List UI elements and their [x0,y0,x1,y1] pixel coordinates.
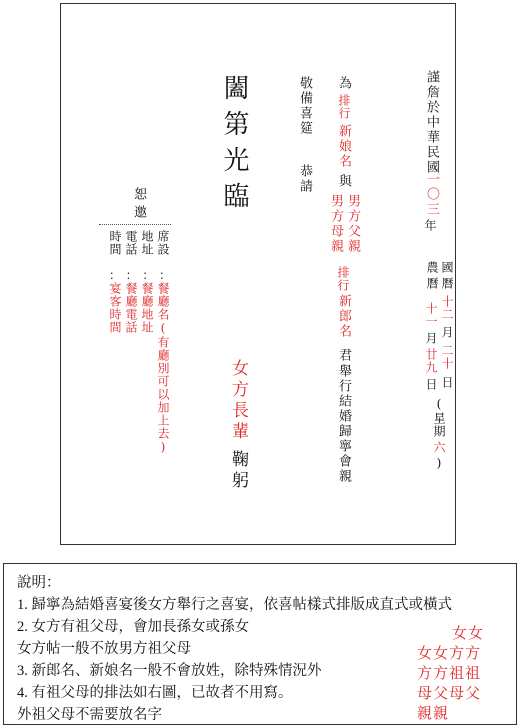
note-line-5: 4. 有祖父母的排法如右圖，已故者不用寫。 [17,685,293,701]
label-time: 時間 [108,230,122,256]
host-bow: 鞠躬 [228,450,248,492]
lunar-ri: 日 [424,378,438,391]
year-number: 一〇三 [424,172,439,217]
nong-char: 農 [425,261,439,274]
notes-panel [3,563,517,725]
yu-char: 與 [336,174,351,189]
venue-divider [99,224,171,225]
bride-name: 新娘名 [336,124,351,169]
groom-order: 排行 [336,266,350,292]
prepare-banquet: 敬備喜筵 [297,76,312,136]
value-time: 宴客時間 [108,282,122,334]
bride-order: 排行 [337,94,351,120]
colon-row: ： ： ： ： [109,268,171,282]
label-address: 地址 [140,230,154,256]
weekday-close: ) [432,456,446,471]
jun-char: 君 [336,348,351,363]
weekday-value: 六 [432,441,446,454]
solar-date: 二十 [440,344,454,370]
label-table: 席設 [156,230,170,256]
family-row-4: 母父母父 [417,684,482,702]
greeting: 闔第光臨 [219,74,249,218]
notes-title: 說明： [17,575,61,591]
solar-yue: 月 [440,326,454,339]
host-title: 女方長輩 [228,359,248,443]
solar-month: 十二 [440,295,454,321]
family-row-5: 親親 [417,704,450,722]
invitation-card [60,3,456,545]
family-row-3: 方方祖祖 [417,664,482,682]
label-phone: 電話 [124,230,138,256]
groom-name: 新郎名 [336,294,351,339]
family-row-2: 女女方方 [417,644,482,662]
respectfully-invite: 恭請 [297,164,312,194]
groom-mother: 男方母親 [328,194,343,254]
shu-char: 恕 [131,187,146,202]
ceremony-text: 舉行結婚歸寧會親 [336,364,351,484]
note-line-4: 3. 新郎名、新娘名一般不會放姓，除特殊情況外 [17,663,322,679]
li-char-1: 曆 [440,277,454,290]
wei-char: 為 [336,76,351,91]
guo-char: 國 [440,261,454,274]
lunar-date: 廿九 [424,348,438,374]
intro-text: 謹詹於中華民國 [424,70,439,175]
value-address: 餐廳地址 [140,282,154,334]
note-line-6: 外祖父母不需要放名字 [17,707,162,723]
year-char: 年 [423,219,437,232]
note-line-2: 2. 女方有祖父母，會加長孫女或孫女 [17,619,249,635]
solar-ri: 日 [440,376,454,389]
note-line-3: 女方帖一般不放男方祖父母 [17,641,191,657]
value-table: 餐廳名(有廳別可以加上去) [156,282,170,455]
note-line-1: 1. 歸寧為結婚喜宴後女方舉行之喜宴，依喜帖樣式排版成直式或橫式 [17,597,452,613]
li-char-2: 曆 [425,277,439,290]
lunar-yue: 月 [424,332,438,345]
weekday-open: (星期 [432,397,446,438]
family-row-1: 女女 [452,624,485,642]
lunar-month: 十一 [424,302,438,328]
groom-father: 男方父親 [345,194,360,254]
yao-char: 邀 [131,205,146,220]
value-phone: 餐廳電話 [124,282,138,334]
